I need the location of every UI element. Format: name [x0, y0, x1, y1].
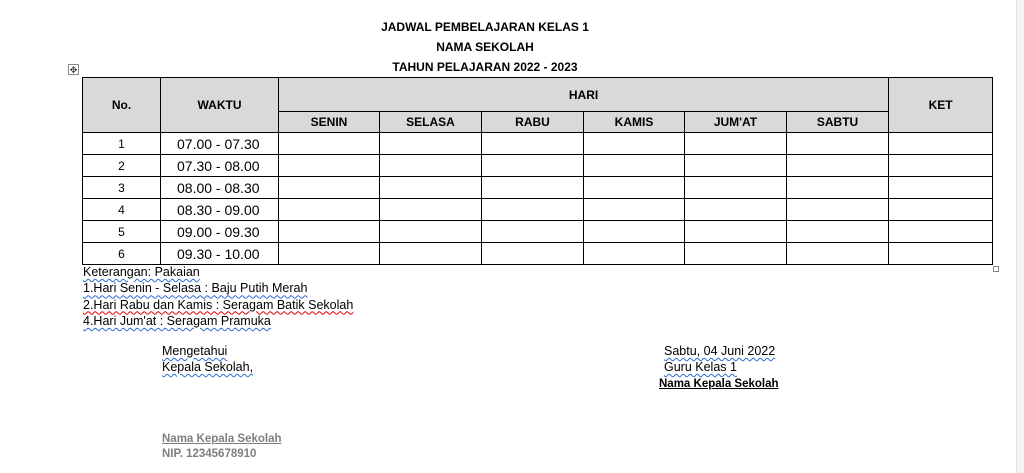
header-ket[interactable]: KET [889, 78, 993, 133]
cell-jumat[interactable] [685, 221, 787, 243]
principal-name: Nama Kepala Sekolah [162, 433, 282, 445]
row-number[interactable]: 1 [83, 133, 161, 155]
notes-line-3: 4.Hari Jum'at : Seragam Pramuka [83, 313, 271, 328]
cell-rabu[interactable] [482, 155, 584, 177]
signature-right [659, 343, 779, 392]
header-day-senin[interactable]: SENIN [279, 112, 380, 133]
sign-left-label: Mengetahui [162, 344, 228, 358]
header-day-jumat[interactable]: JUM'AT [685, 112, 787, 133]
table-row [83, 133, 993, 155]
sign-right-name: Nama Kepala Sekolah [659, 378, 779, 390]
header-waktu[interactable]: WAKTU [161, 78, 279, 133]
cell-jumat[interactable] [685, 177, 787, 199]
cell-senin[interactable] [279, 221, 380, 243]
cell-selasa[interactable] [380, 221, 482, 243]
row-number[interactable]: 3 [83, 177, 161, 199]
cell-jumat[interactable] [685, 133, 787, 155]
table-move-handle-icon[interactable]: ✥ [69, 65, 78, 75]
header-day-sabtu[interactable]: SABTU [787, 112, 889, 133]
table-row [83, 221, 993, 243]
cell-ket[interactable] [889, 177, 993, 199]
cell-sabtu[interactable] [787, 177, 889, 199]
cell-kamis[interactable] [584, 155, 685, 177]
cell-kamis[interactable] [584, 199, 685, 221]
cell-rabu[interactable] [482, 199, 584, 221]
row-time[interactable]: 07.00 - 07.30 [161, 133, 279, 155]
row-time[interactable]: 08.00 - 08.30 [161, 177, 279, 199]
table-resize-handle-icon[interactable] [993, 266, 999, 272]
cell-jumat[interactable] [685, 199, 787, 221]
cell-ket[interactable] [889, 221, 993, 243]
notes-line-1: 1.Hari Senin - Selasa : Baju Putih Merah [83, 281, 308, 296]
academic-year: TAHUN PELAJARAN 2022 - 2023 [392, 60, 578, 74]
header-day-kamis[interactable]: KAMIS [584, 112, 685, 133]
cell-selasa[interactable] [380, 155, 482, 177]
notes-section [83, 264, 353, 329]
header-no[interactable]: No. [83, 78, 161, 133]
cell-senin[interactable] [279, 155, 380, 177]
cell-kamis[interactable] [584, 221, 685, 243]
header-day-rabu[interactable]: RABU [482, 112, 584, 133]
header-day-selasa[interactable]: SELASA [380, 112, 482, 133]
schedule-table [82, 77, 993, 265]
row-number[interactable]: 4 [83, 199, 161, 221]
cell-kamis[interactable] [584, 243, 685, 265]
cell-senin[interactable] [279, 243, 380, 265]
table-row [83, 155, 993, 177]
cell-rabu[interactable] [482, 243, 584, 265]
cell-kamis[interactable] [584, 133, 685, 155]
sign-left-role: Kepala Sekolah, [162, 360, 254, 374]
notes-heading: Keterangan: Pakaian [83, 265, 200, 279]
cell-rabu[interactable] [482, 177, 584, 199]
sign-right-role: Guru Kelas 1 [664, 360, 737, 374]
signature-left [162, 343, 253, 375]
cell-selasa[interactable] [380, 133, 482, 155]
page-scroll-edge [1016, 0, 1024, 473]
cell-sabtu[interactable] [787, 221, 889, 243]
table-row [83, 199, 993, 221]
cell-sabtu[interactable] [787, 133, 889, 155]
cell-sabtu[interactable] [787, 243, 889, 265]
notes-line-2: 2.Hari Rabu dan Kamis : Seragam Batik Sekolah [83, 297, 354, 312]
cell-selasa[interactable] [380, 177, 482, 199]
document-title: JADWAL PEMBELAJARAN KELAS 1 [381, 20, 589, 34]
principal-block [162, 432, 282, 462]
cell-ket[interactable] [889, 133, 993, 155]
row-number[interactable]: 6 [83, 243, 161, 265]
table-row [83, 243, 993, 265]
cell-selasa[interactable] [380, 243, 482, 265]
cell-sabtu[interactable] [787, 199, 889, 221]
row-time[interactable]: 09.30 - 10.00 [161, 243, 279, 265]
cell-kamis[interactable] [584, 177, 685, 199]
principal-nip: NIP. 12345678910 [162, 448, 257, 460]
row-time[interactable]: 09.00 - 09.30 [161, 221, 279, 243]
row-time[interactable]: 07.30 - 08.00 [161, 155, 279, 177]
cell-sabtu[interactable] [787, 155, 889, 177]
header-hari[interactable]: HARI [279, 78, 889, 112]
row-number[interactable]: 5 [83, 221, 161, 243]
table-row [83, 177, 993, 199]
cell-rabu[interactable] [482, 221, 584, 243]
row-time[interactable]: 08.30 - 09.00 [161, 199, 279, 221]
cell-ket[interactable] [889, 243, 993, 265]
cell-senin[interactable] [279, 133, 380, 155]
cell-senin[interactable] [279, 177, 380, 199]
cell-senin[interactable] [279, 199, 380, 221]
school-name: NAMA SEKOLAH [436, 40, 534, 54]
cell-selasa[interactable] [380, 199, 482, 221]
cell-ket[interactable] [889, 155, 993, 177]
row-number[interactable]: 2 [83, 155, 161, 177]
cell-jumat[interactable] [685, 155, 787, 177]
cell-jumat[interactable] [685, 243, 787, 265]
cell-rabu[interactable] [482, 133, 584, 155]
sign-right-date: Sabtu, 04 Juni 2022 [664, 344, 776, 358]
cell-ket[interactable] [889, 199, 993, 221]
